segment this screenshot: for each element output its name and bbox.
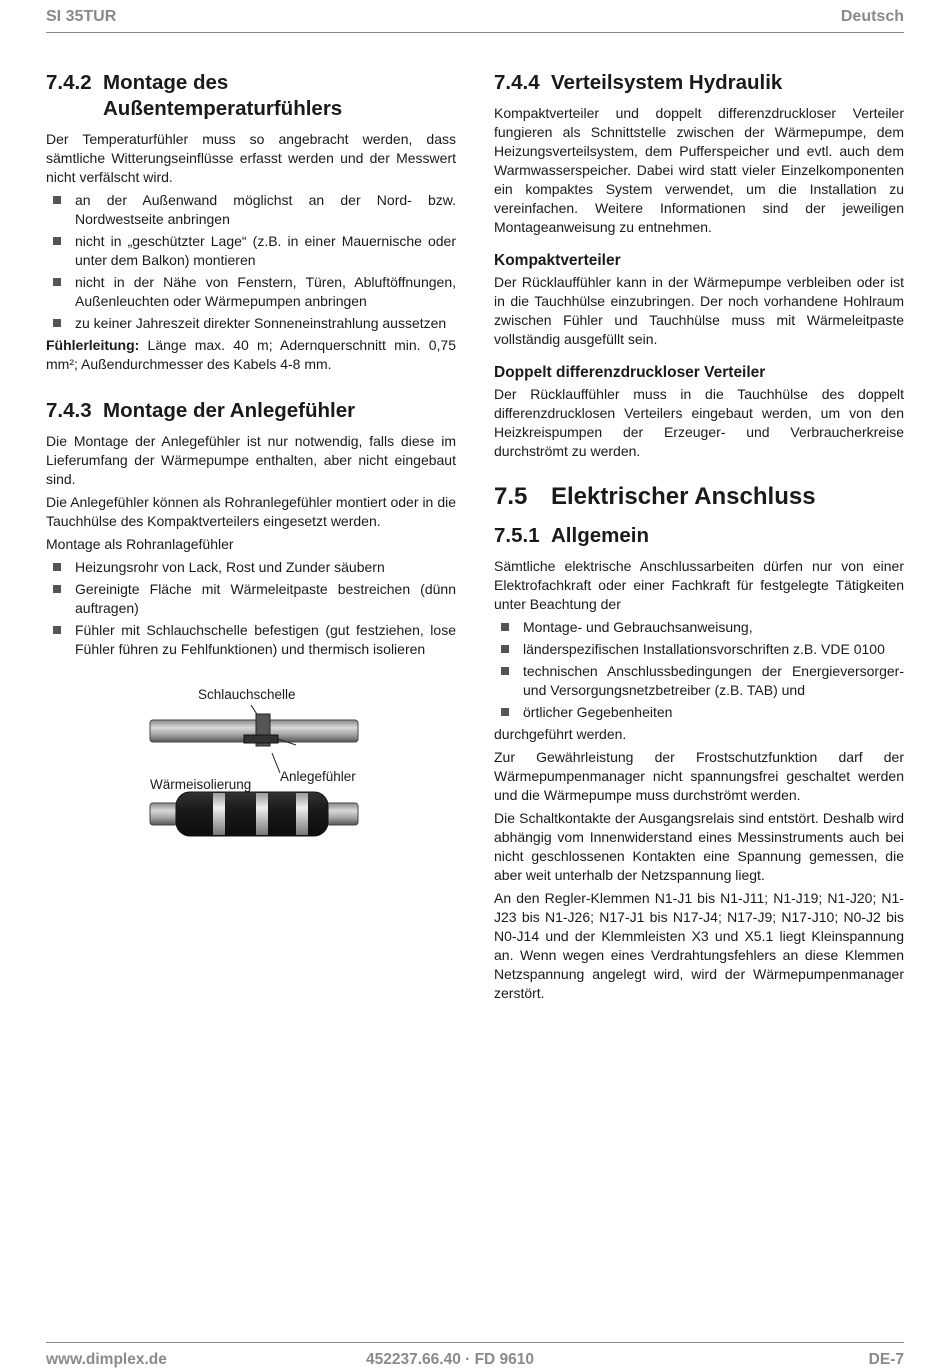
section-number: 7.4.3 bbox=[46, 399, 92, 422]
insulation-band bbox=[296, 793, 308, 835]
insulation-band bbox=[256, 793, 268, 835]
bullet-square-icon bbox=[53, 563, 61, 571]
bullet-list bbox=[46, 558, 456, 659]
page-number: DE-7 bbox=[868, 1351, 904, 1368]
insulation-band bbox=[213, 793, 225, 835]
label-sensor: Anlegefühler bbox=[280, 769, 356, 784]
list-item: örtlicher Gegebenheiten bbox=[494, 703, 904, 722]
paragraph: Sämtliche elektrische Anschlussarbeiten dürfen nur von einer Elektrofachkraft oder einer Fachkraft für festgelegte Tätigkeiten unter Beachtung der bbox=[494, 558, 904, 612]
section-title: Allgemein bbox=[551, 524, 649, 547]
heading-7-4-4 bbox=[494, 70, 904, 96]
section-number: 7.5.1 bbox=[494, 524, 540, 547]
right-column bbox=[494, 70, 904, 1007]
subheading-doppelt-verteiler: Doppelt differenzdruckloser Verteiler bbox=[494, 364, 766, 381]
cable-spec: Fühlerleitung: Länge max. 40 m; Adernquerschnitt min. 0,75 mm²; Außendurchmesser des Kabels 4-8 mm. bbox=[46, 337, 456, 372]
list-item: Heizungsrohr von Lack, Rost und Zunder säubern bbox=[46, 558, 456, 577]
paragraph: Die Anlegefühler können als Rohranlegefühler montiert oder in die Tauchhülse des Kompaktverteilers eingesetzt werden. bbox=[46, 494, 456, 529]
bullet-square-icon bbox=[53, 237, 61, 245]
paragraph: Die Schaltkontakte der Ausgangsrelais sind entstört. Deshalb wird abhängig vom Innenwiderstand eines Messinstruments auch bei nicht geschlossenen Kontakten eine Spannung gemessen, die aber weit unterhalb der Netzspannung liegt. bbox=[494, 810, 904, 883]
heading-7-4-3 bbox=[46, 398, 456, 424]
heading-7-5 bbox=[494, 481, 904, 513]
bullet-square-icon bbox=[501, 708, 509, 716]
paragraph: Der Rücklauffühler kann in der Wärmepumpe verbleiben oder ist in die Tauchhülse einzubringen. Der noch vorhandene Hohlraum zwischen Fühler und Tauchhülse muss mit Wärmeleitpaste vollständig ausgefüllt sein. bbox=[494, 274, 904, 347]
page-footer bbox=[46, 1342, 904, 1370]
bullet-square-icon bbox=[501, 667, 509, 675]
website-link[interactable]: www.dimplex.de bbox=[46, 1351, 167, 1368]
page-header bbox=[46, 6, 904, 33]
list-item: Fühler mit Schlauchschelle befestigen (gut festziehen, lose Fühler führen zu Fehlfunktionen) und thermisch isolieren bbox=[46, 621, 456, 659]
section-number: 7.4.2 bbox=[46, 71, 92, 94]
pipe-illustration bbox=[46, 679, 456, 859]
section-title-line2: Außentemperaturfühlers bbox=[103, 97, 343, 120]
paragraph: Der Temperaturfühler muss so angebracht werden, dass sämtliche Witterungseinflüsse erfasst werden und der Messwert nicht verfälscht wird. bbox=[46, 131, 456, 185]
section-title: Elektrischer Anschluss bbox=[551, 483, 816, 510]
list-item: länderspezifischen Installationsvorschriften z.B. VDE 0100 bbox=[494, 640, 904, 659]
pipe-sensor bbox=[244, 735, 278, 743]
paragraph: An den Regler-Klemmen N1-J1 bis N1-J11; N1-J19; N1-J20; N1-J23 bis N1-J26; N17-J1 bis N17-J4; N17-J9; N17-J10; N0-J2 bis N0-J14 und der Klemmleisten X3 und X5.1 liegt Kleinspannung an. Wenn wegen eines Verdrahtungsfehlers an diese Klemmen Netzspannung angelegt wird, wird der Wärmepumpenmanager zerstört. bbox=[494, 890, 904, 1001]
bullet-square-icon bbox=[53, 278, 61, 286]
label-insulation: Wärmeisolierung bbox=[150, 777, 252, 792]
label-clamp: Schlauchschelle bbox=[198, 687, 296, 702]
section-number: 7.4.4 bbox=[494, 71, 540, 94]
section-title-line1: Montage des bbox=[103, 71, 229, 94]
paragraph: Kompaktverteiler und doppelt differenzdruckloser Verteiler fungieren als Schnittstelle zwischen der Wärmepumpe, dem Heizungsverteilsystem, dem Pufferspeicher und evtl. auch dem Warmwasserspeicher. Dabei wird statt vieler Einzelkomponenten ein kompaktes System verwendet, um die Installation zu vereinfachen. Weitere Informationen sind der jeweiligen Montageanweisung zu entnehmen. bbox=[494, 105, 904, 235]
paragraph: Die Montage der Anlegefühler ist nur notwendig, falls diese im Lieferumfang der Wärmepumpe enthalten, aber nicht eingebaut sind. bbox=[46, 433, 456, 487]
list-item: nicht in der Nähe von Fenstern, Türen, Abluftöffnungen, Außenleuchten oder Wärmepumpen anbringen bbox=[46, 273, 456, 311]
paragraph: durchgeführt werden. bbox=[494, 726, 627, 742]
product-name: SI 35TUR bbox=[46, 8, 117, 25]
paragraph: Der Rücklauffühler muss in die Tauchhülse des doppelt differenzdrucklosen Verteilers eingebaut werden, um von den Heizkreispumpen der Erzeuger- und Verbraucherkreise durchströmt zu werden. bbox=[494, 386, 904, 459]
heading-7-5-1 bbox=[494, 523, 904, 549]
bullet-square-icon bbox=[501, 623, 509, 631]
list-item: technischen Anschlussbedingungen der Energieversorger- und Versorgungsnetzbetreiber (z.B. TAB) und bbox=[494, 662, 904, 700]
pipe-sensor-figure bbox=[46, 679, 456, 859]
bullet-square-icon bbox=[53, 585, 61, 593]
left-column bbox=[46, 70, 456, 859]
paragraph: Montage als Rohranlagefühler bbox=[46, 536, 234, 552]
bullet-square-icon bbox=[53, 319, 61, 327]
list-item: Gereinigte Fläche mit Wärmeleitpaste bestreichen (dünn auftragen) bbox=[46, 580, 456, 618]
section-number: 7.5 bbox=[494, 483, 528, 510]
list-item: Montage- und Gebrauchsanweisung, bbox=[494, 618, 904, 637]
section-title: Montage der Anlegefühler bbox=[103, 399, 356, 422]
document-number: 452237.66.40 · FD 9610 bbox=[366, 1351, 535, 1368]
paragraph: Zur Gewährleistung der Frostschutzfunktion darf der Wärmepumpenmanager nicht spannungsfrei geschaltet werden und die Wärmepumpe muss durchströmt werden. bbox=[494, 749, 904, 803]
list-item: nicht in „geschützter Lage“ (z.B. in einer Mauernische oder unter dem Balkon) montieren bbox=[46, 232, 456, 270]
list-item: zu keiner Jahreszeit direkter Sonneneinstrahlung aussetzen bbox=[46, 314, 456, 333]
subheading-kompaktverteiler: Kompaktverteiler bbox=[494, 252, 621, 269]
bullet-list bbox=[494, 618, 904, 722]
bullet-square-icon bbox=[53, 626, 61, 634]
bullet-list bbox=[46, 191, 456, 333]
heading-7-4-2 bbox=[46, 70, 456, 122]
list-item: an der Außenwand möglichst an der Nord- bzw. Nordwestseite anbringen bbox=[46, 191, 456, 229]
bullet-square-icon bbox=[53, 196, 61, 204]
section-title: Verteilsystem Hydraulik bbox=[551, 71, 783, 94]
bullet-square-icon bbox=[501, 645, 509, 653]
language-label: Deutsch bbox=[840, 8, 904, 25]
